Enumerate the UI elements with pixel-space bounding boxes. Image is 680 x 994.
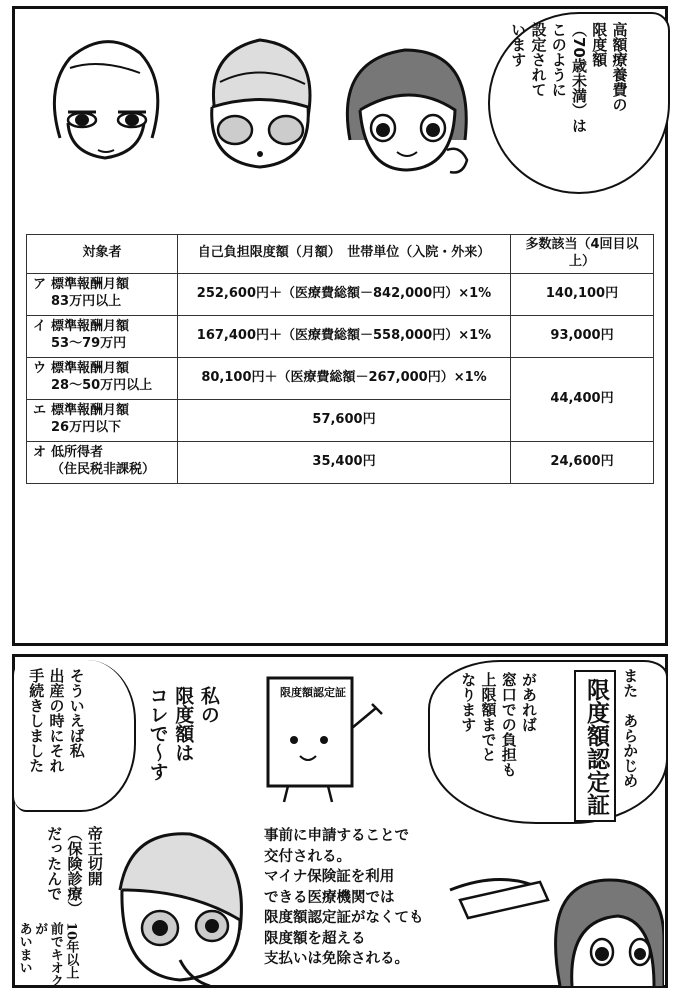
table-row xyxy=(27,315,654,357)
note-line: マイナ保険証を利用 xyxy=(264,869,395,886)
note-line: 限度額を超える xyxy=(264,930,366,947)
speech-text-birth: そういえば私 出産の時にそれ 手続きしました xyxy=(27,668,86,773)
row-multi: 24,600円 xyxy=(511,441,654,483)
row-line1: 標準報酬月額 xyxy=(51,361,130,377)
header-limit: 自己負担限度額（月額） 世帯単位（入院・外来） xyxy=(178,235,511,274)
row-line2: 28～50万円以上 xyxy=(51,378,153,394)
row-multi: 140,100円 xyxy=(511,273,654,315)
speech-text-also: また あらかじめ xyxy=(621,668,640,788)
card-label: 限度額認定証 xyxy=(280,686,346,699)
character-bottom-left-face xyxy=(100,810,260,986)
speech-text-certificate: があれば 窓口での負担も 上限額までと なります xyxy=(459,672,538,777)
row-line1: 標準報酬月額 xyxy=(51,277,130,293)
note-line: 支払いは免除される。 xyxy=(264,951,409,968)
row-target xyxy=(27,441,178,483)
note-line: 事前に申請することで xyxy=(264,828,409,844)
row-limit: 167,400円＋（医療費総額－558,000円）×1% xyxy=(178,315,511,357)
row-multi: 93,000円 xyxy=(511,315,654,357)
row-limit: 35,400円 xyxy=(178,441,511,483)
character-right-face xyxy=(335,30,480,180)
row-mark: オ xyxy=(33,445,47,461)
note-line: 限度額認定証がなくても xyxy=(264,910,424,927)
row-mark: ア xyxy=(33,277,47,293)
row-multi: 44,400円 xyxy=(511,357,654,441)
table-header-row xyxy=(27,235,654,274)
row-line1: 標準報酬月額 xyxy=(51,403,130,419)
row-target xyxy=(27,399,178,441)
card-speech: 私の 限度額は コレで〜す xyxy=(146,686,220,781)
row-limit: 57,600円 xyxy=(178,399,511,441)
row-line2: 53～79万円 xyxy=(51,336,127,352)
character-middle-face xyxy=(190,22,330,172)
limit-table xyxy=(26,234,654,484)
row-line2: （住民税非課税） xyxy=(51,462,156,478)
row-mark: イ xyxy=(33,319,47,335)
character-bottom-right-face xyxy=(440,840,664,986)
row-limit: 80,100円＋（医療費総額－267,000円）×1% xyxy=(178,357,511,399)
table-row xyxy=(27,273,654,315)
note-line: 交付される。 xyxy=(264,848,351,865)
row-mark: エ xyxy=(33,403,47,419)
row-target xyxy=(27,273,178,315)
header-target: 対象者 xyxy=(27,235,178,274)
row-target xyxy=(27,315,178,357)
certificate-text: 限度額認定証 xyxy=(583,678,610,816)
character-left-face xyxy=(40,28,170,168)
row-mark: ウ xyxy=(33,361,47,377)
aside-memory: 10年以上 前でキオクが あいまい xyxy=(16,922,79,987)
row-line1: 低所得者 xyxy=(51,445,104,461)
table-row xyxy=(27,441,654,483)
speech-text-limit: 高額療養費の 限度額 （70歳未満）は このように 設定されて います xyxy=(509,22,629,133)
note-line: できる医療機関では xyxy=(264,889,395,906)
speech-text-caesarean: 帝王切開 （保険診療） だったんで xyxy=(45,826,104,916)
row-line1: 標準報酬月額 xyxy=(51,319,130,335)
table-row xyxy=(27,357,654,399)
row-line2: 26万円以下 xyxy=(51,420,122,436)
row-line2: 83万円以上 xyxy=(51,294,122,310)
row-limit: 252,600円＋（医療費総額－842,000円）×1% xyxy=(178,273,511,315)
header-multi: 多数該当（4回目以上） xyxy=(511,235,654,274)
row-target xyxy=(27,357,178,399)
